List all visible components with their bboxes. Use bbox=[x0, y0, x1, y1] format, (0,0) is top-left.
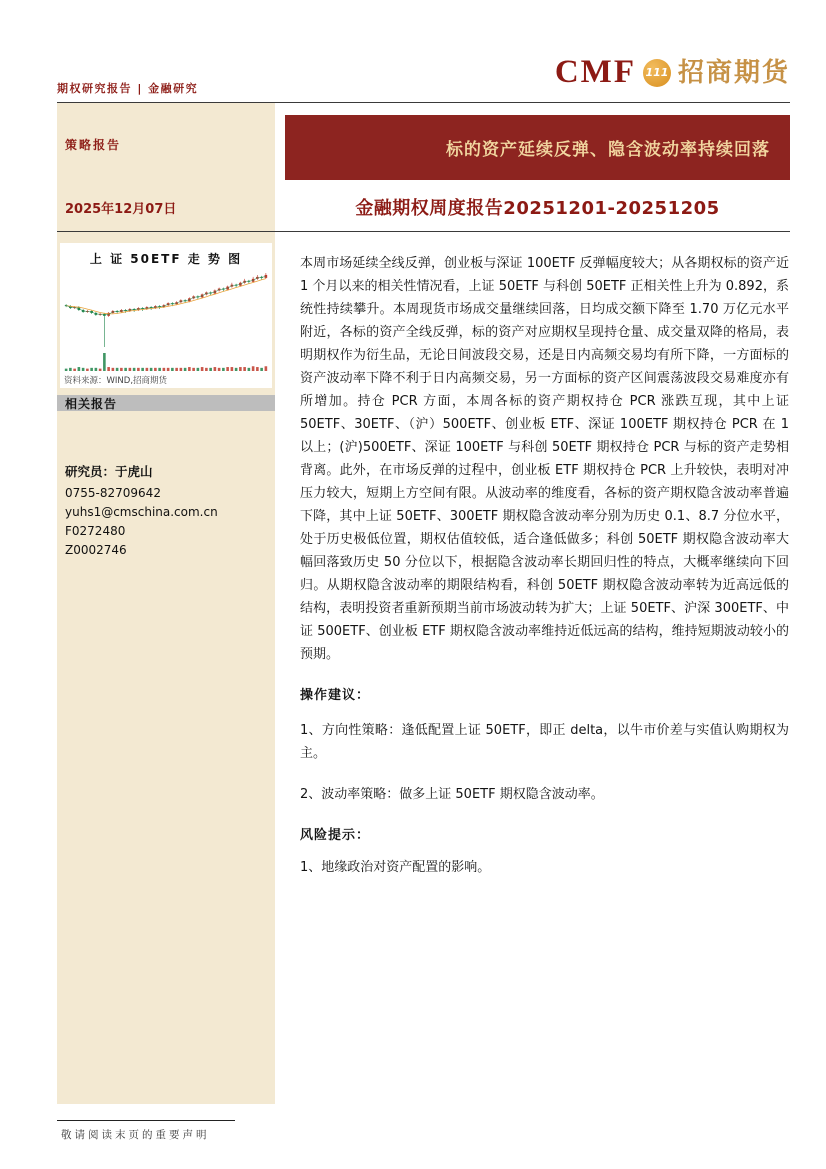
logo-cmf-text: CMF bbox=[554, 54, 636, 90]
analyst-email[interactable]: yuhs1@cmschina.com.cn bbox=[65, 505, 218, 519]
report-type-label: 策略报告 bbox=[65, 138, 122, 152]
advice-section-label: 操作建议： bbox=[300, 688, 371, 703]
price-chart bbox=[64, 271, 268, 373]
footer-divider bbox=[57, 1120, 235, 1121]
report-headline: 标的资产延续反弹、隐含波动率持续回落 bbox=[446, 140, 770, 160]
etf-trend-chart-box bbox=[60, 243, 272, 388]
chart-title: 上 证 50ETF 走 势 图 bbox=[89, 252, 243, 266]
summary-paragraph: 本周市场延续全线反弹，创业板与深证 100ETF 反弹幅度较大；从各期权标的资产近 1 个月以来的相关性情况看，上证 50ETF 与科创 50ETF 正相关性上升为 0.892，系统性持续攀升。本周现货市场成交量继续回落，日均成交额下降至 1.70 万亿元水平附近，各标的资产全线反弹，标的资产对应期权呈现持仓量、成交量双降的格局，表明期权作为衍生品，无论日间波段交易，还是日内高频交易均有所下降，一方面标的资产波动率下降不利于日内高频交易，另一方面标的资产区间震荡波段交易难度亦有所增加。持仓 PCR 方面，本周各标的资产期权持仓 PCR 涨跌互现，其中上证 50ETF、30ETF、（沪）500ETF、创业板 ETF、深证 100ETF 期权持仓 PCR 在 1 以上；(沪)500ETF、深证 100ETF 与科创 50ETF 期权持仓 PCR 与标的资产走势相背离。此外，在市场反弹的过程中，创业板 ETF 期权持仓 PCR 上升较快，表明对冲压力较大，短期上方空间有限。从波动率的维度看，各标的资产期权隐含波动率普遍下降，其中上证 50ETF、300ETF 期权隐含波动率分别为历史 0.1、8.7 分位水平，处于历史极低位置，期权估值较低，适合逢低做多；科创 50ETF 期权隐含波动率大幅回落致历史 50 分位以下，根据隐含波动率长期回归性的特点，大概率继续向下回归。从期权隐含波动率的期限结构看，科创 50ETF 期权隐含波动率转为近高远低的结构，表明投资者重新预期当前市场波动转为扩大；上证 50ETF、沪深 300ETF、中证 500ETF、创业板 ETF 期权隐含波动率维持近低远高的结构，维持短期波动较小的预期。 bbox=[300, 256, 789, 662]
header-category-label: 期权研究报告 | 金融研究 bbox=[57, 82, 199, 95]
advice-item-1: 1、方向性策略：逢低配置上证 50ETF，即正 delta，以牛市价差与实值认购期权为主。 bbox=[300, 723, 789, 761]
analyst-cert-f: F0272480 bbox=[65, 524, 126, 538]
title-banner bbox=[285, 115, 790, 180]
chart-source-note: 资料来源：WIND,招商期货 bbox=[64, 376, 168, 386]
footer-disclaimer: 敬请阅读末页的重要声明 bbox=[61, 1129, 210, 1141]
logo-brand-name: 招商期货 bbox=[677, 57, 790, 87]
advice-item-2: 2、波动率策略：做多上证 50ETF 期权隐含波动率。 bbox=[300, 787, 604, 802]
title-divider bbox=[57, 231, 790, 232]
analyst-name: 研究员：于虎山 bbox=[65, 464, 153, 479]
risk-section-label: 风险提示： bbox=[300, 828, 371, 843]
report-title: 金融期权周度报告20251201-20251205 bbox=[355, 198, 720, 219]
analyst-cert-z: Z0002746 bbox=[65, 543, 127, 557]
related-reports-bar bbox=[57, 395, 275, 411]
logo-badge-icon: 111 bbox=[643, 59, 671, 87]
analyst-phone: 0755-82709642 bbox=[65, 486, 161, 500]
company-logo bbox=[555, 56, 790, 89]
risk-item-1: 1、地缘政治对资产配置的影响。 bbox=[300, 860, 491, 875]
report-date: 2025年12月07日 bbox=[65, 202, 177, 217]
related-reports-label: 相关报告 bbox=[65, 396, 118, 411]
report-body bbox=[300, 252, 789, 879]
analyst-info bbox=[65, 462, 218, 560]
